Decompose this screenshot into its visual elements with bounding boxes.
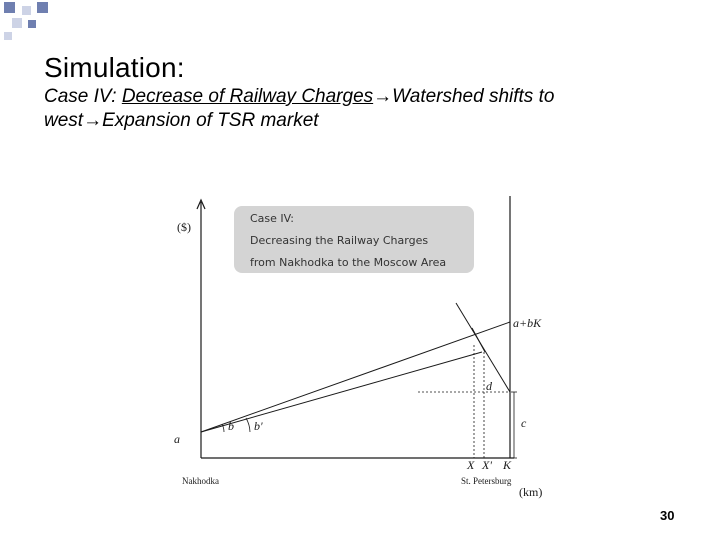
callout-line3: from Nakhodka to the Moscow Area	[250, 256, 447, 269]
label-st-petersburg: St. Petersburg	[461, 476, 512, 486]
slide-title: Simulation:	[44, 52, 185, 83]
label-nakhodka: Nakhodka	[182, 476, 219, 486]
page-number: 30	[660, 508, 675, 523]
callout-line2: Decreasing the Railway Charges	[250, 234, 429, 247]
subtitle-line2: west→Expansion of TSR market	[44, 110, 319, 131]
railway-charges-link[interactable]: Decrease of Railway Charges	[121, 86, 374, 107]
label-K: K	[503, 458, 512, 472]
angle-arc-b-prime	[246, 418, 250, 432]
case-label: Case IV	[44, 86, 112, 107]
label-b: b	[228, 419, 234, 433]
label-b-prime: b'	[254, 419, 263, 433]
subtitle-line1-rest: →Watershed shifts to	[373, 86, 555, 107]
label-c: c	[521, 416, 527, 430]
y-axis-label: ($)	[177, 220, 191, 234]
label-d: d	[486, 379, 492, 393]
label-a-plus-bK: a+bK	[513, 316, 542, 330]
x-axis-label: (km)	[519, 485, 543, 499]
label-a: a	[174, 432, 180, 446]
rail-cost-line-a	[201, 322, 510, 432]
label-X-prime: X'	[482, 458, 492, 472]
callout-line1: Case IV:	[250, 212, 294, 225]
subtitle-colon: :	[111, 86, 122, 107]
label-X: X	[467, 458, 475, 472]
